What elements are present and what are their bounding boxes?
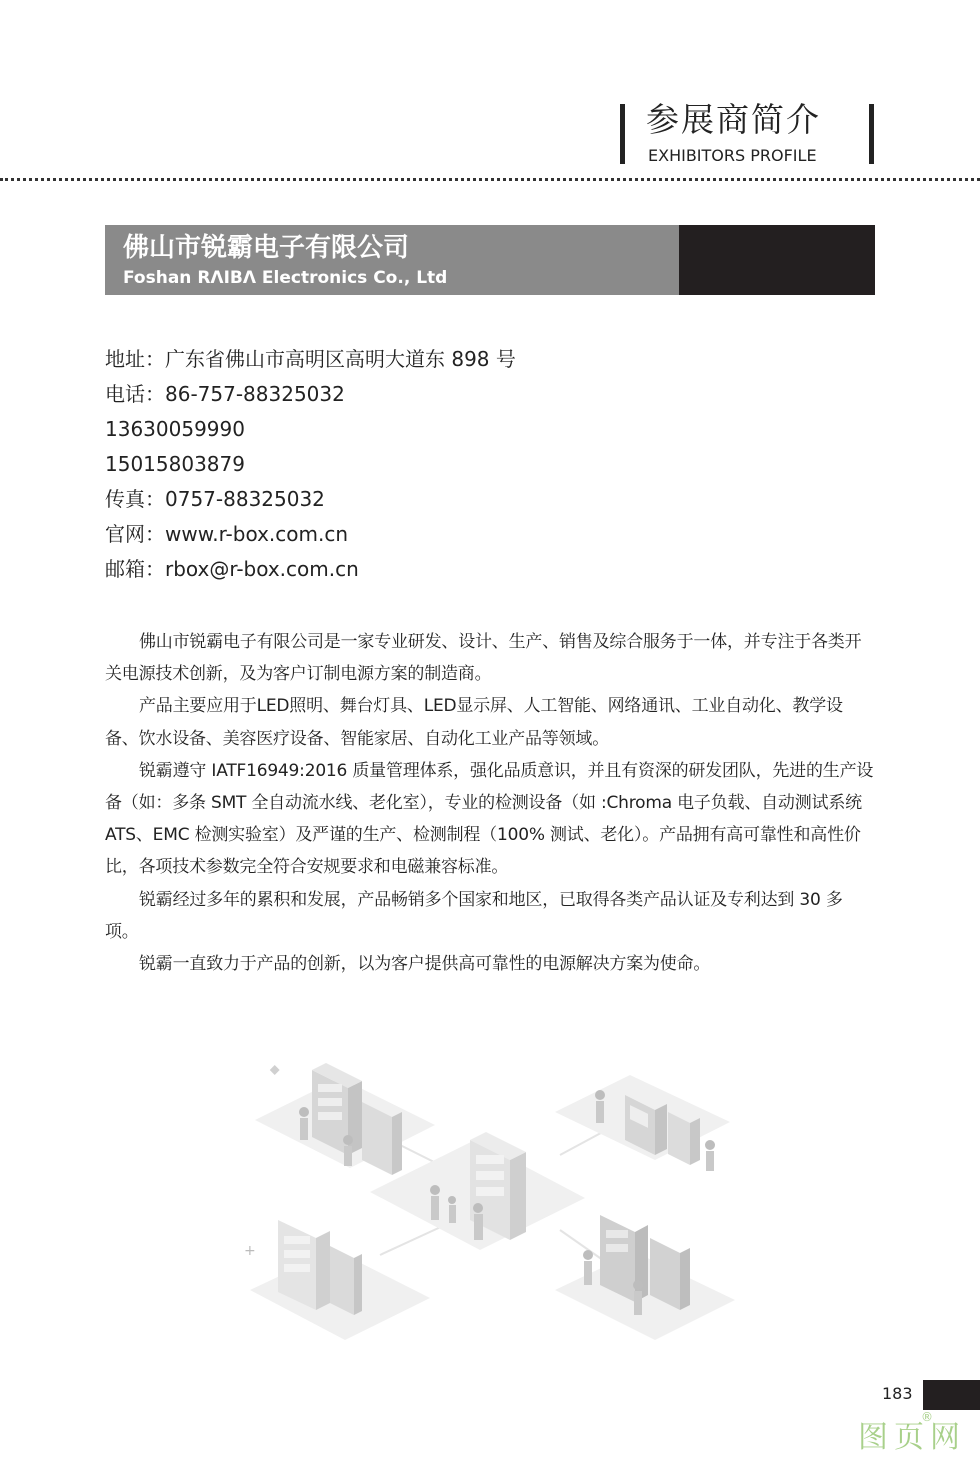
contact-email: 邮箱：rbox@r-box.com.cn (105, 557, 359, 581)
section-subtitle: EXHIBITORS PROFILE (648, 146, 817, 165)
page-number: 183 (882, 1384, 913, 1403)
contact-info (105, 342, 805, 587)
description-paragraph: 产品主要应用于LED照明、舞台灯具、LED显示屏、人工智能、网络通讯、工业自动化、教学设备、饮水设备、美容医疗设备、智能家居、自动化工业产品等领域。 (105, 696, 843, 749)
contact-mobile-1: 13630059990 (105, 417, 245, 441)
dotted-divider (0, 178, 980, 181)
description-paragraph: 锐霸一直致力于产品的创新，以为客户提供高可靠性的电源解决方案为使命。 (139, 954, 711, 975)
section-title: 参展商简介 (646, 100, 821, 139)
company-description (105, 626, 875, 980)
company-name-en: Foshan RΛIBΛ Electronics Co., Ltd (123, 268, 448, 288)
section-header (620, 100, 880, 166)
svg-text:+: + (244, 1243, 256, 1259)
header-bar-left (620, 104, 625, 164)
banner-dark-block (679, 225, 875, 295)
contact-fax: 传真：0757-88325032 (105, 487, 325, 511)
page-number-block (923, 1380, 980, 1410)
registered-mark-icon: ® (921, 1410, 933, 1424)
description-paragraph: 锐霸经过多年的累积和发展，产品畅销多个国家和地区，已取得各类产品认证及专利达到 30 多项。 (105, 889, 843, 942)
description-paragraph: 锐霸遵守 IATF16949:2016 质量管理体系，强化品质意识，并且有资深的研发团队，先进的生产设备（如：多条 SMT 全自动流水线、老化室），专业的检测设备（如 :Chroma 电子负载、自动测试系统 ATS、EMC 检测实验室）及严谨的生产、检测制程（100% 测试、老化）。产品拥有高可靠性和高性价比，各项技术参数完全符合安规要求和电磁兼容标准。 (105, 760, 874, 878)
contact-address: 地址：广东省佛山市高明区高明大道东 898 号 (105, 347, 516, 371)
header-bar-right (869, 104, 874, 164)
company-name-cn: 佛山市锐霸电子有限公司 (123, 233, 410, 263)
contact-phone: 电话：86-757-88325032 (105, 382, 345, 406)
watermark-text: 图页网 (858, 1420, 966, 1455)
company-banner (105, 225, 875, 295)
contact-mobile-2: 15015803879 (105, 452, 245, 476)
description-paragraph: 佛山市锐霸电子有限公司是一家专业研发、设计、生产、销售及综合服务于一体，并专注于各类开关电源技术创新，及为客户订制电源方案的制造商。 (105, 632, 862, 685)
vending-machines-illustration (230, 1040, 750, 1360)
contact-website: 官网：www.r-box.com.cn (105, 522, 349, 546)
